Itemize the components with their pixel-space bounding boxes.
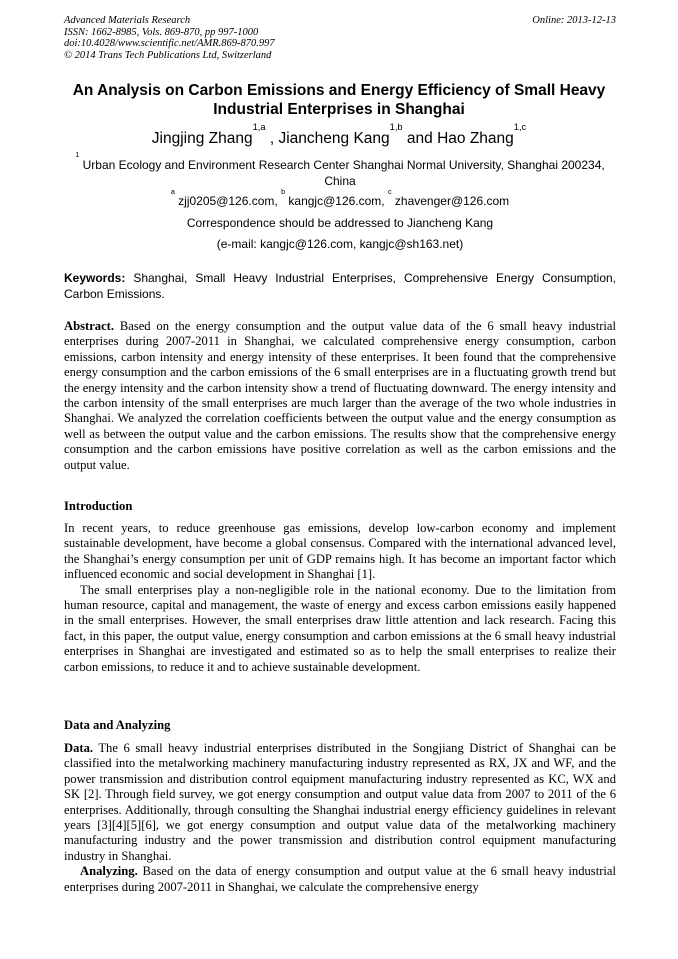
abstract-label: Abstract.	[64, 319, 115, 333]
email-sup: c	[387, 187, 392, 196]
journal-issn: ISSN: 1662-8985, Vols. 869-870, pp 997-1000	[64, 26, 259, 38]
abstract-section	[64, 319, 616, 473]
correspondence-email: (e-mail: kangjc@126.com, kangjc@sh163.net)	[216, 237, 464, 251]
introduction-section	[64, 521, 616, 675]
introduction-paragraph: In recent years, to reduce greenhouse gas emissions, develop low-carbon economy and implement sustainable development, have become a global consensus. Compared with the international advanced level, the Shanghai’s energy consumption per unit of GDP remains high. It has become an important factor which influenced economic and social development in Shanghai [1].	[64, 521, 616, 582]
journal-copyright: © 2014 Trans Tech Publications Ltd, Switzerland	[64, 49, 272, 61]
journal-header	[64, 15, 616, 61]
author-name: Hao Zhang	[437, 130, 514, 147]
author-name: Jingjing Zhang	[151, 130, 253, 147]
correspondence-note: Correspondence should be addressed to Jiancheng Kang	[186, 216, 494, 230]
journal-doi: doi:10.4028/www.scientific.net/AMR.869-870.997	[64, 38, 275, 49]
author-name: Jiancheng Kang	[278, 130, 390, 147]
email-link: zhavenger@126.com	[391, 194, 510, 208]
affiliation-line2: China	[324, 174, 356, 188]
author-separator: and	[402, 130, 438, 147]
data-label: Data.	[64, 741, 94, 755]
paper-title: An Analysis on Carbon Emissions and Energy Efficiency of Small Heavy Industrial Enterprises in Shanghai	[72, 82, 606, 118]
email-sup: a	[170, 187, 175, 196]
email-sup: b	[281, 187, 286, 196]
author-sup: 1,a	[252, 122, 266, 132]
author-emails	[64, 187, 616, 209]
keywords-section	[64, 270, 616, 302]
introduction-paragraph: The small enterprises play a non-negligible role in the national economy. Due to the limitation from human resource, capital and management, the waste of energy and excess carbon emissions easily happened in the small enterprises. However, the small enterprises draw little attention and lack research. Facing this fact, in this paper, the output value, energy consumption and carbon emissions at the 6 small heavy industrial enterprises in Shanghai are investigated and estimated so as to help the small enterprises to realize their carbon emissions, to reduce it and to achieve sustainable development.	[64, 582, 616, 674]
abstract-text: Based on the energy consumption and the output value data of the 6 small heavy industrial enterprises during 2007-2011 in Shanghai, we calculated comprehensive energy consumption, carbon emissions, carbon intensity and energy intensity of these enterprises. It been found that the comprehensive energy consumption and the carbon emissions of the 6 small enterprises are in a fluctuating growth trend but the energy intensity and the carbon intensity show a trend of fluctuating downward. The energy intensity and the carbon intensity of the small enterprises are much larger than the average of the two whole industries in Shanghai. We analyzed the correlation coefficients between the output value and the energy consumption as well as between the output value and the carbon emissions. The results show that the comprehensive energy consumption and the carbon emissions have positive correlation as well as the carbon emissions and the output value.	[64, 319, 616, 472]
keywords-label: Keywords:	[64, 271, 126, 285]
affiliation	[64, 150, 616, 189]
email-link: kangjc@126.com,	[285, 194, 385, 208]
email-link: zjj0205@126.com,	[174, 194, 278, 208]
analyzing-label: Analyzing.	[80, 864, 138, 879]
author-sup: 1,b	[389, 122, 403, 132]
author-sup: 1,c	[513, 122, 527, 132]
analyzing-text: Based on the data of energy consumption and output value at the 6 small heavy industrial enterprises during 2007-2011 in Shanghai, we calculate the comprehensive energy	[64, 864, 616, 894]
data-text: The 6 small heavy industrial enterprises distributed in the Songjiang District of Shanghai can be classified into the metalworking machinery manufacturing industry represented as RX, JX and WF, and the power transmission and distribution control equipment manufacturing industry represented as KC, WX and SK [2]. Through field survey, we got energy consumption and output value data from 2007 to 2011 of the 6 enterprises. Additionally, through consulting the Shanghai industrial energy efficiency guidelines in relevant years [3][4][5][6], we got energy consumption and output value data of the metalworking machinery manufacturing industry and the power transmission and distribution control equipment manufacturing industry in Shanghai.	[64, 741, 616, 863]
data-analyzing-section	[64, 741, 616, 895]
author-separator: ,	[265, 130, 279, 147]
online-date: Online: 2013-12-13	[532, 15, 616, 26]
data-paragraph	[64, 741, 616, 864]
analyzing-paragraph	[64, 864, 616, 895]
affiliation-sup: 1	[75, 150, 80, 159]
keywords-text: Shanghai, Small Heavy Industrial Enterprises, Comprehensive Energy Consumption, Carbon Emissions.	[64, 271, 616, 301]
introduction-heading: Introduction	[64, 499, 133, 513]
affiliation-line1: Urban Ecology and Environment Research Center Shanghai Normal University, Shanghai 200234,	[79, 158, 605, 172]
author-list	[58, 122, 620, 149]
data-analyzing-heading: Data and Analyzing	[64, 718, 171, 732]
journal-name: Advanced Materials Research	[64, 15, 191, 26]
